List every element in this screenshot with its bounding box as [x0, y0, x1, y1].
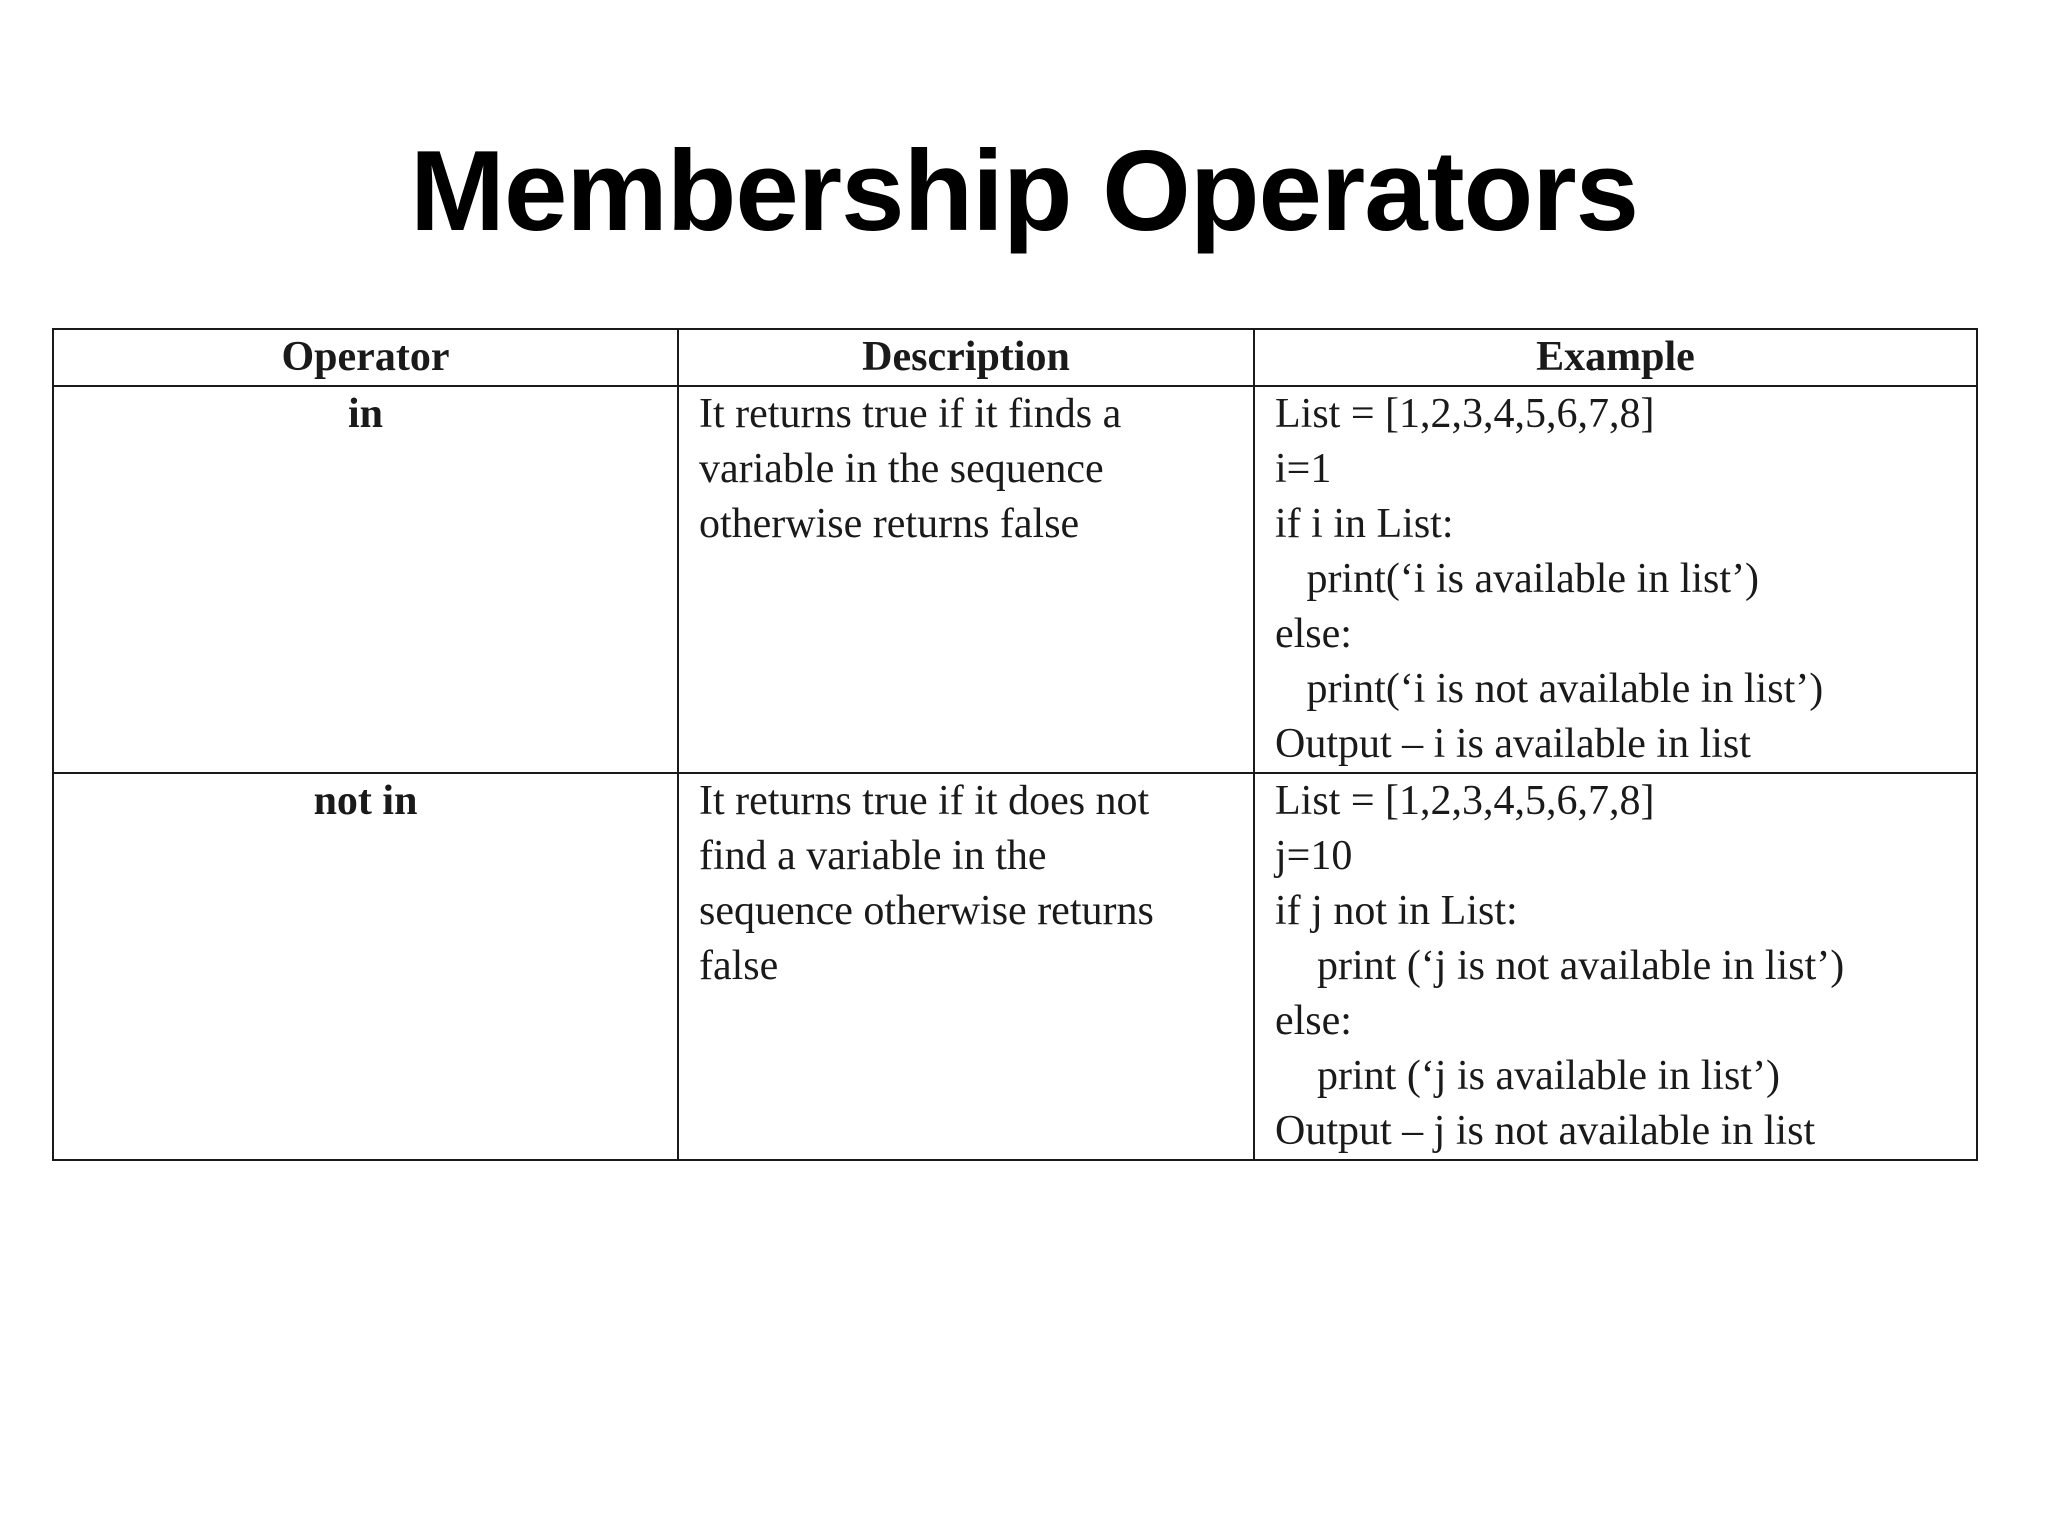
header-operator: Operator: [53, 329, 678, 386]
example-line: else:: [1275, 998, 1352, 1044]
example-line: i=1: [1275, 446, 1332, 492]
operator-cell: in: [53, 386, 678, 773]
membership-operators-table: [52, 328, 1978, 1161]
header-example: Example: [1254, 329, 1977, 386]
header-description: Description: [678, 329, 1254, 386]
example-line: else:: [1275, 611, 1352, 657]
example-line: print (‘j is available in list’): [1275, 1053, 1781, 1099]
example-line: Output – j is not available in list: [1275, 1108, 1816, 1154]
description-line: It returns true if it does not: [699, 778, 1150, 824]
table-header-row: [53, 329, 1977, 386]
example-line: print(‘i is not available in list’): [1275, 666, 1824, 712]
example-line: List = [1,2,3,4,5,6,7,8]: [1275, 778, 1655, 824]
description-line: variable in the sequence: [699, 446, 1104, 492]
description-cell: [678, 773, 1254, 1160]
example-line: print(‘i is available in list’): [1275, 556, 1760, 602]
description-cell: [678, 386, 1254, 773]
example-line: j=10: [1275, 833, 1353, 879]
operator-cell: not in: [53, 773, 678, 1160]
table-row-not-in: [53, 773, 1977, 1160]
table-row-in: [53, 386, 1977, 773]
example-cell: [1254, 386, 1977, 773]
description-line: find a variable in the: [699, 833, 1047, 879]
description-line: sequence otherwise returns: [699, 888, 1154, 934]
slide-title: Membership Operators: [410, 128, 1638, 255]
description-line: It returns true if it finds a: [699, 391, 1122, 437]
description-line: false: [699, 943, 779, 989]
example-line: if i in List:: [1275, 501, 1454, 547]
example-line: Output – i is available in list: [1275, 721, 1751, 767]
description-line: otherwise returns false: [699, 501, 1080, 547]
example-line: List = [1,2,3,4,5,6,7,8]: [1275, 391, 1655, 437]
example-cell: [1254, 773, 1977, 1160]
example-line: if j not in List:: [1275, 888, 1518, 934]
example-line: print (‘j is not available in list’): [1275, 943, 1845, 989]
